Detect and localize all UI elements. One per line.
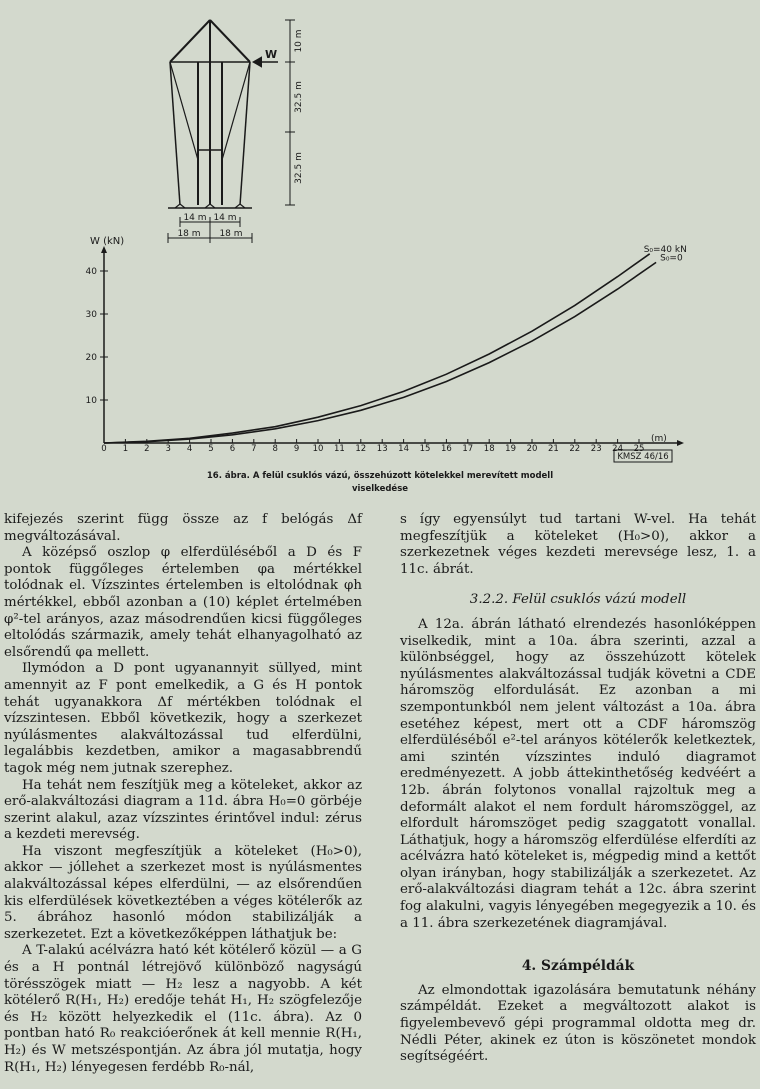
y-axis-label: W (kN) (90, 236, 125, 247)
cable-diagonal-1 (170, 62, 198, 160)
x-tick-label-4: 4 (186, 444, 193, 454)
right-cable (240, 62, 250, 205)
series-label-1: S₀=0 (660, 253, 683, 264)
x-tick-label-24: 24 (612, 444, 624, 454)
x-tick-label-23: 23 (590, 444, 602, 454)
x-tick-label-5: 5 (208, 444, 214, 454)
dim-inner-1: 14 m (213, 213, 237, 223)
y-tick-label-10: 10 (85, 396, 97, 406)
paragraph: Ha viszont megfeszítjük a köteleket (H₀>0), akkor — jóllehet a szerkezet most is nyúlásmentes alakváltozással képes elferdülni, — az elsőrendűen kis elferdülések következtében a véges kötélerők az 5. ábrához hasonló módon stabilizálják a szerkezetet. Ezt a következőképpen láthatjuk be: (4, 843, 362, 942)
paragraph: A középső oszlop φ elferdüléséből a D és F pontok függőleges értelemben φa mértékkel tolódnak el. Vízszintes értelemben is eltolódnak φh mértékkel, ebből azonban a (10) képlet értelmében φ²-tel arányos, azaz másodrendűen kicsi függőleges eltolódás származik, amely tehát elhanyagolható az elsőrendű φa mellett. (4, 545, 362, 660)
x-tick-label-12: 12 (355, 444, 367, 454)
paragraph: Az elmondottak igazolására bemutatunk néhány számpéldát. Ezeket a megváltozott alakot is figyelembevevő gépi programmal oldotta meg dr. Nédli Péter, akinek ez úton is köszönetet mondok segítségéért. (400, 982, 756, 1065)
y-tick-label-40: 40 (85, 267, 97, 277)
paragraph: Ilymódon a D pont ugyanannyit süllyed, mint amennyit az F pont emelkedik, a G és H pontok tehát ugyanakkora Δf mértékben tolódnak el vízszintesen. Ebből következik, hogy a szerkezet nyúlásmentes alakváltozással tud elferdülni, legalábbis kezdetben, amikor a magasabbrendű tagok még nem jutnak szerephez. (4, 661, 362, 776)
x-tick-label-20: 20 (526, 444, 538, 454)
text-column-left (4, 512, 362, 1076)
dim-inner-0: 14 m (183, 213, 207, 223)
section-heading-3-2-2: 3.2.2. Felül csuklós vázú modell (469, 592, 687, 608)
dim-vertical-1: 32.5 m (294, 81, 304, 113)
x-tick-label-18: 18 (483, 444, 495, 454)
x-tick-label-17: 17 (462, 444, 474, 454)
figure-16 (0, 0, 760, 505)
x-tick-label-1: 1 (122, 444, 129, 454)
x-tick-label-19: 19 (505, 444, 517, 454)
x-axis-unit-label: (m) (651, 434, 667, 444)
text-column-right (400, 512, 756, 1066)
x-tick-label-21: 21 (547, 444, 559, 454)
x-tick-label-8: 8 (272, 444, 278, 454)
series-line-1 (104, 262, 656, 443)
paragraph: kifejezés szerint függ össze az f belógás Δf megváltozásával. (4, 512, 362, 544)
dim-vertical-2: 32.5 m (294, 152, 304, 184)
x-tick-label-13: 13 (376, 444, 388, 454)
x-tick-label-9: 9 (293, 444, 300, 454)
y-tick-label-20: 20 (85, 353, 97, 363)
y-axis-arrowhead (101, 246, 107, 253)
load-arrowhead (254, 58, 261, 66)
paragraph: s így egyensúlyt tud tartani W-vel. Ha tehát megfeszítjük a köteleket (H₀>0), akkor a szerkezetnek véges kezdeti merevsége lesz, 1. a 11c. ábrát. (400, 512, 756, 577)
x-tick-label-25: 25 (633, 444, 645, 454)
x-tick-label-10: 10 (312, 444, 324, 454)
y-tick-label-30: 30 (85, 310, 97, 320)
x-tick-label-2: 2 (144, 444, 150, 454)
x-tick-label-22: 22 (569, 444, 581, 454)
x-tick-label-6: 6 (229, 444, 236, 454)
force-deformation-chart (86, 236, 687, 454)
load-label: W (265, 48, 278, 61)
x-tick-label-0: 0 (101, 444, 107, 454)
left-cable (170, 62, 180, 205)
x-tick-label-15: 15 (419, 444, 431, 454)
figure-code: KMSZ 46/16 (617, 452, 669, 462)
x-tick-label-3: 3 (165, 444, 171, 454)
series-label-0: S₀=40 kN (643, 244, 687, 255)
x-axis-arrowhead (677, 440, 684, 446)
dim-outer-0: 18 m (177, 229, 201, 239)
section-heading-4: 4. Számpéldák (521, 958, 635, 975)
figure-caption-line1: 16. ábra. A felül csuklós vázú, összehúzott kötelekkel merevített modell (206, 471, 554, 481)
paragraph: A T-alakú acélvázra ható két kötélerő közül — a G és a H pontnál létrejövő különböző nagyságú törésszögek miatt — H₂ lesz a nagyobb. A két kötélerő R(H₁, H₂) eredője tehát H₁, H₂ szögfelezője és H₂ között helyezkedik el (11c. ábra). Az 0 pontban ható R₀ reakcióerőnek át kell mennie R(H₁, H₂) és W metszéspontján. Az ábra jól mutatja, hogy R(H₁, H₂) lényegesen ferdébb R₀-nál, (4, 943, 362, 1075)
cable-diagonal-2 (222, 62, 250, 160)
x-tick-label-7: 7 (251, 444, 257, 454)
series-line-0 (104, 254, 650, 443)
roof-right-member (210, 20, 250, 62)
paragraph: Ha tehát nem feszítjük meg a köteleket, akkor az erő-alakváltozási diagram a 11d. ábra H₀=0 görbéje szerint alakul, azaz vízszintes érintővel indul: zérus a kezdeti merevség. (4, 777, 362, 843)
figure-caption-line2: viselkedése (351, 484, 409, 494)
dim-vertical-0: 10 m (294, 29, 304, 53)
paragraph: A 12a. ábrán látható elrendezés hasonlóképpen viselkedik, mint a 10a. ábra szerinti, azzal a különbséggel, hogy az összehúzott kötelek nyúlásmentes alakváltozással tudják követni a CDE háromszög elfordulását. Ez azonban a mi szempontunkból nem jelent változást a 10a. ábra esetéhez képest, mert ott a CDF háromszög elferdüléséből e²-tel arányos kötélerők keletkeztek, ami szintén vízszintes induló diagramot eredményezett. A jobb áttekinthetőség kedvéért a 12b. ábrán folytonos vonallal rajzoltuk meg a deformált alakot el nem fordult háromszöggel, az elfordult háromszöget pedig szaggatott vonallal. Láthatjuk, hogy a háromszög elferdülése elferdíti az acélvázra ható köteleket is, mégpedig mind a kettőt olyan irányban, hogy stabilizálják a szerkezetet. Az erő-alakváltozási diagram tehát a 12c. ábra szerint fog alakulni, vagyis lényegében megegyezik a 10. és a 11. ábra szerkezetének diagramjával. (400, 616, 756, 931)
dim-outer-1: 18 m (219, 229, 243, 239)
x-tick-label-11: 11 (333, 444, 345, 454)
roof-left-member (170, 20, 210, 62)
x-tick-label-16: 16 (440, 444, 452, 454)
x-tick-label-14: 14 (398, 444, 410, 454)
